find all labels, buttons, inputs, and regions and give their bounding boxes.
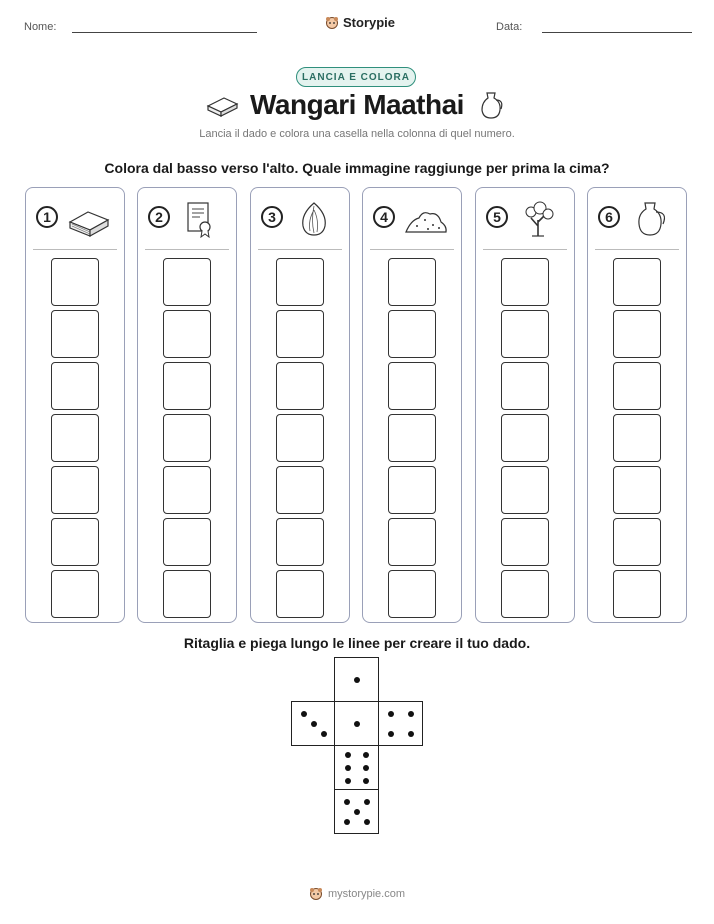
color-box[interactable] [613, 258, 661, 306]
brand-mascot-icon [325, 16, 339, 30]
color-box[interactable] [388, 570, 436, 618]
column-divider [370, 249, 454, 250]
color-box[interactable] [163, 466, 211, 514]
color-box[interactable] [163, 310, 211, 358]
dice-pip [388, 711, 394, 717]
dice-pip [363, 752, 369, 758]
dice-pip [345, 752, 351, 758]
column-divider [33, 249, 117, 250]
column-number: 1 [36, 206, 58, 228]
color-box[interactable] [276, 570, 324, 618]
soil-pile-icon [403, 200, 449, 238]
color-box[interactable] [276, 310, 324, 358]
dice-face-5 [334, 789, 379, 834]
color-box[interactable] [613, 362, 661, 410]
dice-pip [408, 731, 414, 737]
seed-icon [291, 200, 337, 238]
color-box[interactable] [613, 310, 661, 358]
color-box[interactable] [613, 518, 661, 566]
dice-pip [354, 721, 360, 727]
color-box[interactable] [51, 258, 99, 306]
dice-pip [363, 765, 369, 771]
name-line[interactable] [72, 32, 257, 33]
activity-badge: LANCIA E COLORA [296, 67, 416, 87]
color-box[interactable] [388, 414, 436, 462]
color-box[interactable] [501, 570, 549, 618]
dice-pip [388, 731, 394, 737]
dice-pip [345, 778, 351, 784]
column-number: 3 [261, 206, 283, 228]
column-4 [362, 187, 462, 623]
color-box[interactable] [613, 466, 661, 514]
dice-pip [354, 677, 360, 683]
color-box[interactable] [276, 518, 324, 566]
dice-face-6 [334, 745, 379, 790]
color-box[interactable] [51, 414, 99, 462]
color-box[interactable] [388, 466, 436, 514]
dice-pip [364, 819, 370, 825]
dice-pip [344, 819, 350, 825]
dice-face-1 [334, 657, 379, 702]
color-box[interactable] [51, 570, 99, 618]
tree-icon [516, 200, 562, 238]
column-divider [258, 249, 342, 250]
color-box[interactable] [276, 362, 324, 410]
footer-url[interactable]: mystorypie.com [327, 888, 406, 900]
certificate-icon [178, 200, 224, 238]
color-box[interactable] [388, 310, 436, 358]
dice-pip [321, 731, 327, 737]
color-box[interactable] [276, 466, 324, 514]
column-2 [137, 187, 237, 623]
color-box[interactable] [388, 518, 436, 566]
column-5 [475, 187, 575, 623]
dice-face-4 [378, 701, 423, 746]
footer-mascot-icon [309, 887, 323, 901]
page-title: Wangari Maathai [250, 89, 464, 120]
jug-icon [478, 89, 506, 121]
color-box[interactable] [163, 570, 211, 618]
column-divider [595, 249, 679, 250]
date-label: Data: [496, 21, 523, 33]
column-number: 6 [598, 206, 620, 228]
column-6 [587, 187, 687, 623]
column-number: 2 [148, 206, 170, 228]
color-box[interactable] [501, 414, 549, 462]
column-number: 5 [486, 206, 508, 228]
color-box[interactable] [51, 310, 99, 358]
color-box[interactable] [613, 570, 661, 618]
color-box[interactable] [501, 518, 549, 566]
color-box[interactable] [388, 362, 436, 410]
color-box[interactable] [501, 310, 549, 358]
column-1 [25, 187, 125, 623]
column-divider [483, 249, 567, 250]
color-box[interactable] [276, 414, 324, 462]
dice-pip [408, 711, 414, 717]
color-box[interactable] [51, 518, 99, 566]
dice-pip [301, 711, 307, 717]
instruction-text: Colora dal basso verso l'alto. Quale immagine raggiunge per prima la cima? [104, 160, 610, 176]
water-jug-icon [628, 200, 674, 238]
color-box[interactable] [501, 466, 549, 514]
dice-face-3 [291, 701, 336, 746]
dice-pip [311, 721, 317, 727]
subtitle: Lancia il dado e colora una casella nella colonna di quel numero. [199, 128, 515, 140]
dice-pip [345, 765, 351, 771]
color-box[interactable] [163, 362, 211, 410]
dice-pip [344, 799, 350, 805]
name-label: Nome: [24, 21, 57, 33]
dice-pip [354, 809, 360, 815]
dice-instruction: Ritaglia e piega lungo le linee per creare il tuo dado. [183, 635, 531, 651]
color-box[interactable] [501, 362, 549, 410]
dice-face-1 [334, 701, 379, 746]
books-icon [66, 200, 112, 238]
color-box[interactable] [163, 518, 211, 566]
column-3 [250, 187, 350, 623]
brand-name: Storypie [343, 15, 396, 30]
column-number: 4 [373, 206, 395, 228]
color-box[interactable] [163, 414, 211, 462]
color-box[interactable] [501, 258, 549, 306]
color-box[interactable] [51, 362, 99, 410]
footer [0, 887, 714, 901]
brand-logo [325, 15, 395, 30]
dice-pip [363, 778, 369, 784]
color-box[interactable] [163, 258, 211, 306]
color-box[interactable] [51, 466, 99, 514]
color-box[interactable] [613, 414, 661, 462]
color-box[interactable] [276, 258, 324, 306]
column-divider [145, 249, 229, 250]
date-line[interactable] [542, 32, 692, 33]
color-box[interactable] [388, 258, 436, 306]
dice-pip [364, 799, 370, 805]
